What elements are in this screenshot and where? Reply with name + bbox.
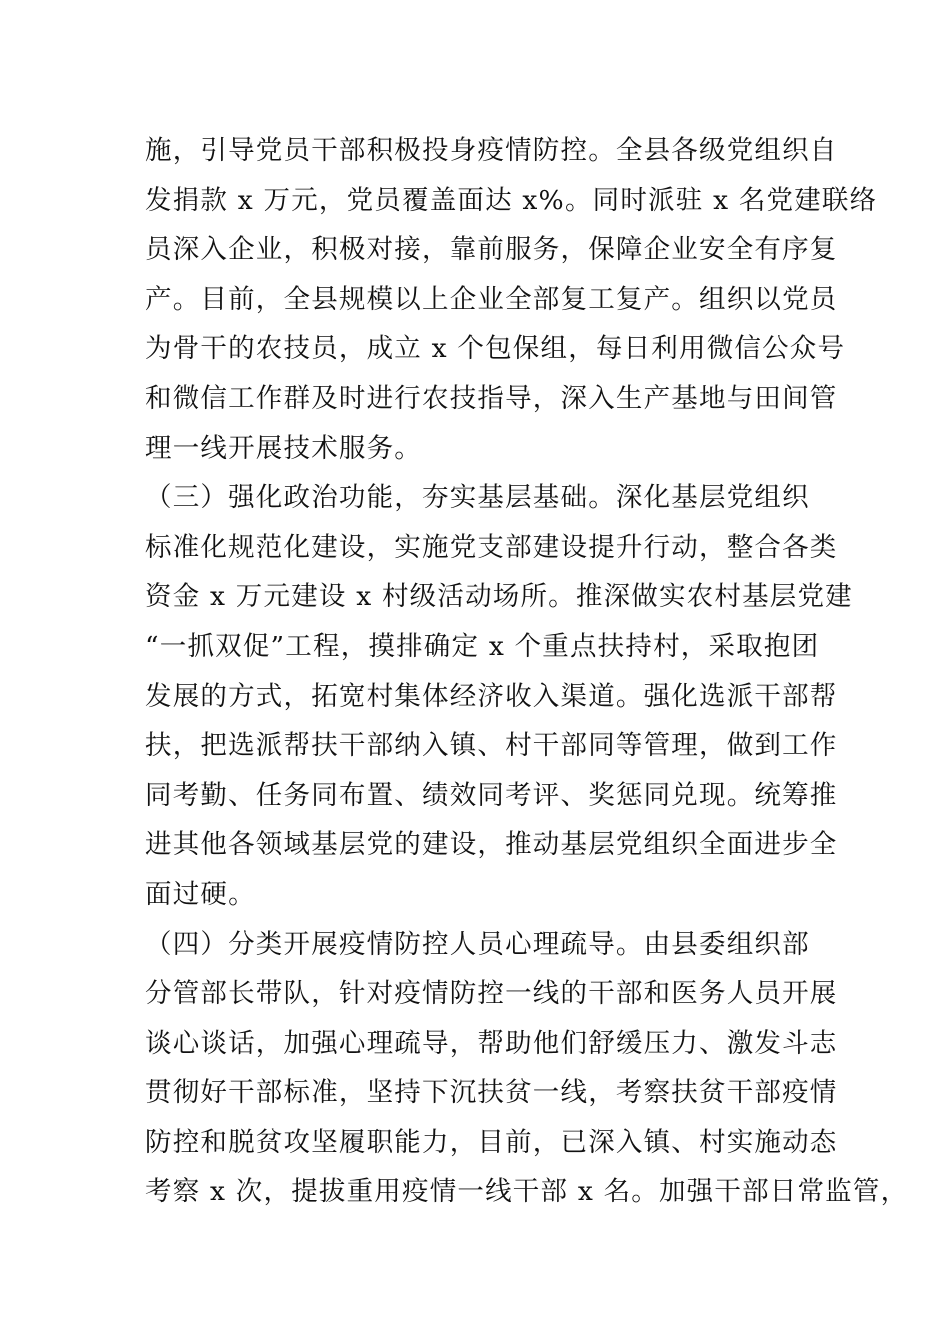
text-line: 分管部长带队，针对疫情防控一线的干部和医务人员开展 xyxy=(145,978,838,1010)
text-line: 和微信工作群及时进行农技指导，深入生产基地与田间管 xyxy=(145,382,838,414)
text-line: 理一线开展技术服务。 xyxy=(145,432,422,464)
text-line: 考察 x 次，提拔重用疫情一线干部 x 名。加强干部日常监管， xyxy=(145,1176,909,1208)
section-heading-line: （三）强化政治功能，夯实基层基础。深化基层党组织 xyxy=(145,482,810,514)
text-line: 产。目前，全县规模以上企业全部复工复产。组织以党员 xyxy=(145,283,838,315)
text-line: 扶，把选派帮扶干部纳入镇、村干部同等管理，做到工作 xyxy=(145,730,838,762)
text-line: 为骨干的农技员，成立 x 个包保组，每日利用微信公众号 xyxy=(145,333,846,365)
text-line: 同考勤、任务同布置、绩效同考评、奖惩同兑现。统筹推 xyxy=(145,779,838,811)
text-line: 面过硬。 xyxy=(145,878,256,910)
text-line: 员深入企业，积极对接，靠前服务，保障企业安全有序复 xyxy=(145,234,838,266)
text-line: 贯彻好干部标准，坚持下沉扶贫一线，考察扶贫干部疫情 xyxy=(145,1077,838,1109)
section-heading-line: （四）分类开展疫情防控人员心理疏导。由县委组织部 xyxy=(145,928,810,960)
text-line: 标准化规范化建设，实施党支部建设提升行动，整合各类 xyxy=(145,531,838,563)
text-line: 进其他各领域基层党的建设，推动基层党组织全面进步全 xyxy=(145,829,838,861)
text-line: 谈心谈话，加强心理疏导，帮助他们舒缓压力、激发斗志 xyxy=(145,1027,838,1059)
document-body xyxy=(145,126,909,1217)
text-line: 施，引导党员干部积极投身疫情防控。全县各级党组织自 xyxy=(145,135,838,166)
text-line: “一抓双促”工程，摸排确定 x 个重点扶持村，采取抱团 xyxy=(145,630,820,662)
text-line: 发捐款 x 万元，党员覆盖面达 x%。同时派驻 x 名党建联络 xyxy=(145,184,878,216)
text-line: 资金 x 万元建设 x 村级活动场所。推深做实农村基层党建 xyxy=(145,581,853,613)
text-line: 发展的方式，拓宽村集体经济收入渠道。强化选派干部帮 xyxy=(145,680,838,712)
text-line: 防控和脱贫攻坚履职能力，目前，已深入镇、村实施动态 xyxy=(145,1126,838,1158)
